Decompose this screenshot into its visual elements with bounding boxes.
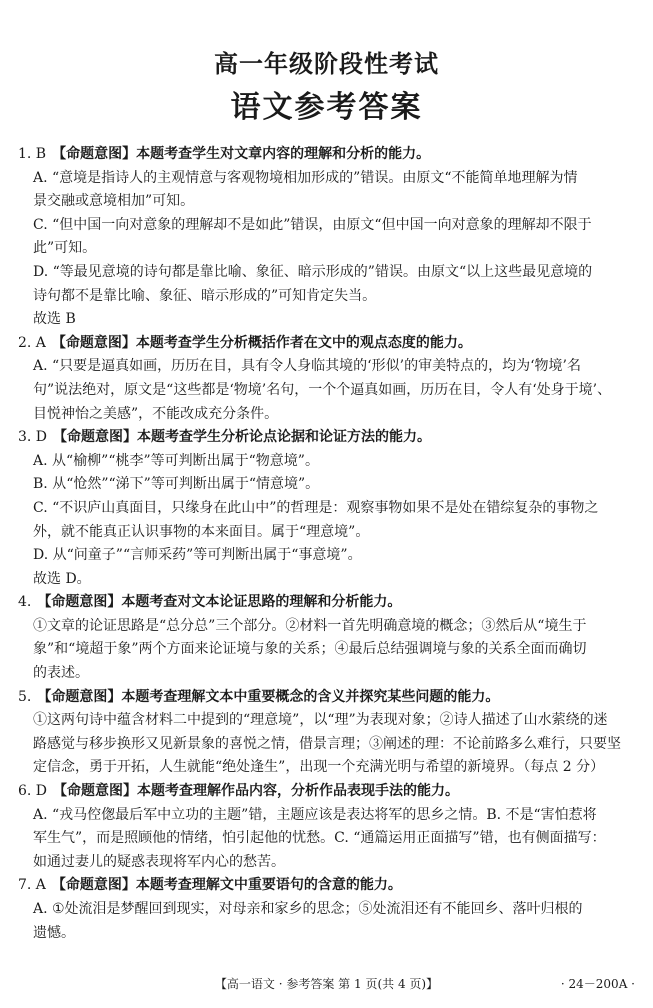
intent-tag: 【命题意图】 <box>51 877 136 894</box>
intent-text: 本题考查理解文中重要语句的含意的能力。 <box>135 877 402 894</box>
answer-line: 诗句都不是靠比喻、象征、暗示形成的”可知肯定失当。 <box>33 287 377 304</box>
answer-line: 的表述。 <box>33 665 89 682</box>
question-6 <box>18 780 640 874</box>
question-number: 1. B <box>18 146 47 162</box>
question-1 <box>18 143 640 332</box>
answer-line: 象”和“境超于象”两个方面来论证境与象的关系；④最后总结强调境与象的关系全面而确切 <box>33 641 587 658</box>
answer-line: 军生气”，而是照顾他的情绪，怕引起他的忧愁。C. “通篇运用正面描写”错，也有侧面描写： <box>33 830 606 847</box>
answer-line: 遗憾。 <box>33 924 75 941</box>
answer-line: A. “意境是指诗人的主观情意与客观物境相加形成的”错误。由原文“不能简单地理解为情 <box>33 169 578 186</box>
question-header <box>18 874 640 898</box>
answer-line: 故选 D。 <box>33 570 91 587</box>
question-number: 3. D <box>18 429 48 446</box>
footer-page-info: 【高一语文 · 参考答案 第 1 页(共 4 页)】 <box>214 977 439 991</box>
answer-line: A. “戎马倥偬最后军中立功的主题”错，主题应该是表达将军的思乡之情。B. 不是“害怕惹将 <box>33 806 597 823</box>
question-header <box>18 332 640 356</box>
question-3 <box>18 426 640 591</box>
question-2 <box>18 332 640 426</box>
intent-tag: 【命题意图】 <box>53 429 138 446</box>
answer-line: 此”可知。 <box>33 240 97 257</box>
exam-title: 高一年级阶段性考试 <box>214 50 439 78</box>
intent-text: 本题考查学生分析论点论据和论证方法的能力。 <box>137 429 432 446</box>
intent-tag: 【命题意图】 <box>37 594 122 611</box>
answer-line: 句”说法绝对，原文是“这些都是‘物境’名句，一个个逼真如画，历历在目，令人有‘处身于境’、 <box>33 381 612 398</box>
question-number: 5. <box>18 688 32 705</box>
intent-tag: 【命题意图】 <box>52 146 137 162</box>
intent-tag: 【命题意图】 <box>37 688 122 705</box>
question-4 <box>18 591 640 685</box>
intent-text: 本题考查理解文本中重要概念的含义并探究某些问题的能力。 <box>121 688 500 705</box>
intent-tag: 【命题意图】 <box>51 334 136 351</box>
question-header <box>18 591 640 615</box>
answer-line: C. “但中国一向对意象的理解却不是如此”错误，由原文“但中国一向对意象的理解却不限于 <box>33 216 592 233</box>
answer-line: 外，就不能真正认识事物的本来面目。属于“理意境”。 <box>33 523 370 540</box>
question-number: 6. D <box>18 783 48 800</box>
answer-line: 定信念，勇于开拓，人生就能“绝处逢生”，出现一个充满光明与希望的新境界。（每点 2 分） <box>33 759 605 776</box>
answer-line: D. “等最见意境的诗句都是靠比喻、象征、暗示形成的”错误。由原文“以上这些最见意境的 <box>33 263 593 280</box>
intent-text: 本题考查学生分析概括作者在文中的观点态度的能力。 <box>135 334 472 351</box>
intent-text: 本题考查理解作品内容，分析作品表现手法的能力。 <box>137 783 460 800</box>
answer-line: A. 从“榆柳”“桃李”等可判断出属于“物意境”。 <box>33 452 319 469</box>
answer-line: A. “只要是逼真如画，历历在目，具有令人身临其境的‘形似’的审美特点的，均为‘物境’名 <box>33 358 581 375</box>
question-header <box>18 686 640 710</box>
answer-line: 路感觉与移步换形又见新景象的喜悦之情，借景言理；③阐述的理：不论前路多么难行，只要坚 <box>33 735 621 752</box>
question-5 <box>18 686 640 780</box>
answer-line: A. ①处流泪是梦醒回到现实，对母亲和家乡的思念；⑤处流泪还有不能回乡、落叶归根的 <box>33 901 583 917</box>
question-number: 7. A <box>18 877 46 894</box>
question-header <box>18 426 640 450</box>
intent-tag: 【命题意图】 <box>53 783 138 800</box>
answer-line: ①这两句诗中蕴含材料二中提到的“理意境”，以“理”为表现对象；②诗人描述了山水萦绕的迷 <box>33 712 608 729</box>
footer-code: · 24－200A · <box>560 977 635 991</box>
question-number: 2. A <box>18 334 46 351</box>
answer-line: 如通过妻儿的疑惑表现将军内心的愁苦。 <box>33 853 285 870</box>
answer-key-title: 语文参考答案 <box>230 90 423 125</box>
answer-line: 目悦神怡之美感”，不能改成充分条件。 <box>33 405 279 422</box>
answer-line: B. 从“怆然”“涕下”等可判断出属于“情意境”。 <box>33 476 320 493</box>
question-header <box>18 143 640 167</box>
answer-line: 故选 B <box>33 311 76 328</box>
answer-line: D. 从“问童子”“言师采药”等可判断出属于“事意境”。 <box>33 547 362 564</box>
question-header <box>18 780 640 804</box>
answer-line: 景交融或意境相加”可知。 <box>33 193 195 210</box>
question-number: 4. <box>18 594 32 611</box>
answers-list <box>18 143 640 945</box>
question-7 <box>18 874 640 945</box>
intent-text: 本题考查对文本论证思路的理解和分析能力。 <box>121 594 402 611</box>
answer-line: C. “不识庐山真面目，只缘身在此山中”的哲理是：观察事物如果不是处在错综复杂的事物之 <box>33 499 599 516</box>
answer-line: ①文章的论证思路是“总分总”三个部分。②材料一首先明确意境的概念；③然后从“境生于 <box>33 617 587 634</box>
intent-text: 本题考查学生对文章内容的理解和分析的能力。 <box>136 146 431 162</box>
